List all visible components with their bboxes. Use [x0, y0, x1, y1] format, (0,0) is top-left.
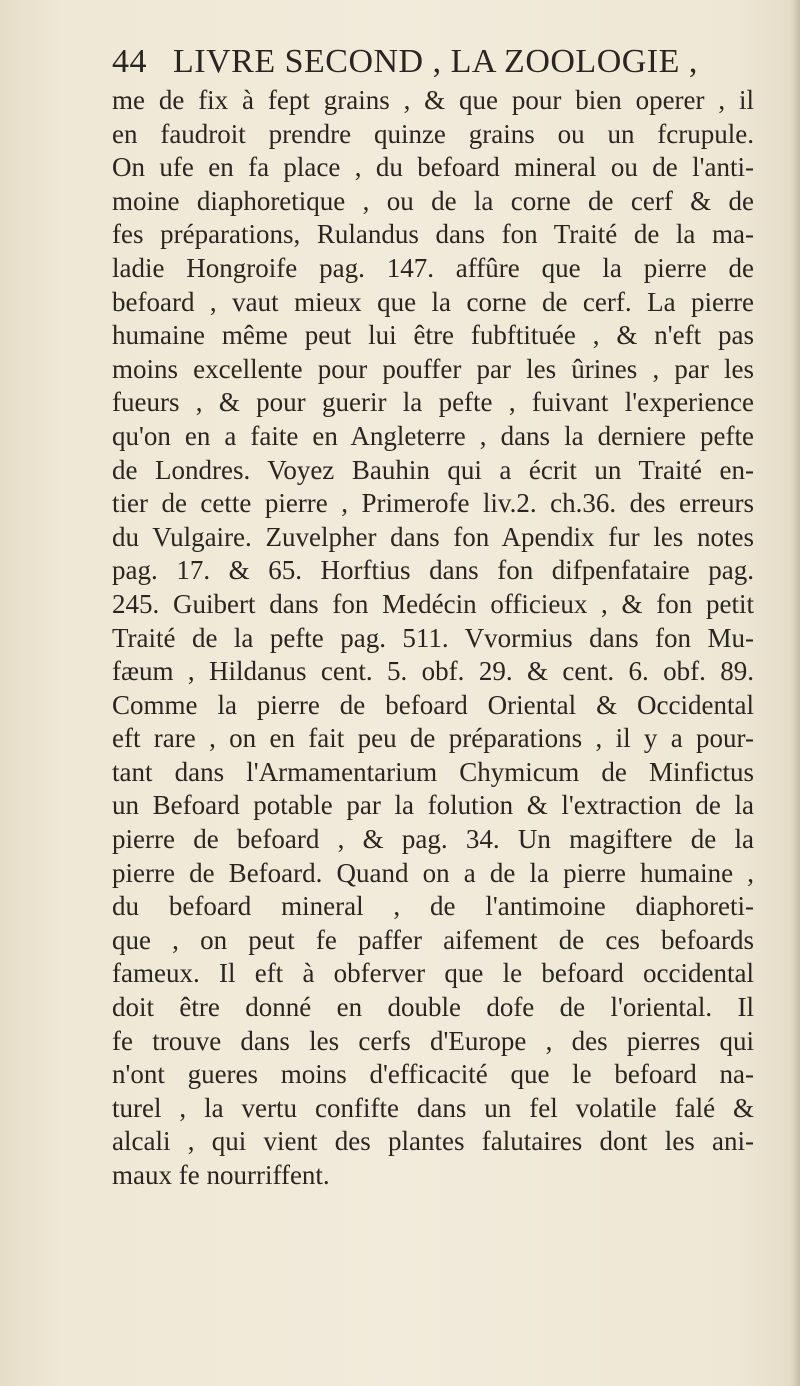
text-line: alcali , qui vient des plantes falutaires dont les ani- — [112, 1126, 754, 1157]
text-body — [112, 84, 754, 1193]
text-line: de Londres. Voyez Bauhin qui a écrit un Traité en- — [112, 454, 754, 485]
text-line: maux fe nourriffent. — [112, 1160, 330, 1190]
text-line: moins excellente pour pouffer par les ûrines , par les — [112, 353, 754, 384]
text-line: 245. Guibert dans fon Medécin officieux , & fon petit — [112, 588, 754, 619]
text-line: befoard , vaut mieux que la corne de cerf. La pierre — [112, 286, 754, 317]
text-line: eft rare , on en fait peu de préparations , il y a pour- — [112, 723, 754, 754]
text-line: fæum , Hildanus cent. 5. obf. 29. & cent. 6. obf. 89. — [112, 656, 754, 687]
text-line: fueurs , & pour guerir la pefte , fuivant l'experience — [112, 387, 754, 418]
text-line: qu'on en a faite en Angleterre , dans la derniere pefte — [112, 420, 754, 451]
text-line: n'ont gueres moins d'efficacité que le befoard na- — [112, 1059, 754, 1090]
text-line: Comme la pierre de befoard Oriental & Occidental — [112, 689, 754, 720]
text-line: humaine même peut lui être fubftituée , & n'eft pas — [112, 320, 754, 351]
text-line: en faudroit prendre quinze grains ou un fcrupule. — [112, 118, 754, 149]
text-line: pag. 17. & 65. Horftius dans fon difpenfataire pag. — [112, 555, 754, 586]
text-line: On ufe en fa place , du befoard mineral ou de l'anti- — [112, 152, 754, 183]
text-line: pierre de befoard , & pag. 34. Un magiftere de la — [112, 824, 754, 855]
text-line: fes préparations, Rulandus dans fon Traité de la ma- — [112, 219, 754, 250]
text-line: pierre de Befoard. Quand on a de la pierre humaine , — [112, 857, 754, 888]
text-line: tant dans l'Armamentarium Chymicum de Minfictus — [112, 756, 754, 787]
running-title: LIVRE SECOND , LA ZOOLOGIE , — [173, 43, 698, 80]
page-edge-shadow — [790, 0, 800, 1386]
text-line: fameux. Il eft à obferver que le befoard occidental — [112, 958, 754, 989]
text-line: tier de cette pierre , Primerofe liv.2. ch.36. des erreurs — [112, 488, 754, 519]
text-line: moine diaphoretique , ou de la corne de cerf & de — [112, 185, 754, 216]
running-header — [112, 40, 712, 84]
text-line: que , on peut fe paffer aifement de ces befoards — [112, 924, 754, 955]
text-line: du befoard mineral , de l'antimoine diaphoreti- — [112, 891, 754, 922]
text-line: Traité de la pefte pag. 511. Vvormius dans fon Mu- — [112, 622, 754, 653]
text-line: fe trouve dans les cerfs d'Europe , des pierres qui — [112, 1025, 754, 1056]
text-line: doit être donné en double dofe de l'oriental. Il — [112, 992, 754, 1023]
text-line: du Vulgaire. Zuvelpher dans fon Apendix fur les notes — [112, 521, 754, 552]
page-number: 44 — [112, 43, 147, 80]
text-line: un Befoard potable par la folution & l'extraction de la — [112, 790, 754, 821]
text-line: ladie Hongroife pag. 147. affûre que la pierre de — [112, 252, 754, 283]
text-line: turel , la vertu confifte dans un fel volatile falé & — [112, 1092, 754, 1123]
text-line: me de fix à fept grains , & que pour bien operer , il — [112, 85, 754, 115]
